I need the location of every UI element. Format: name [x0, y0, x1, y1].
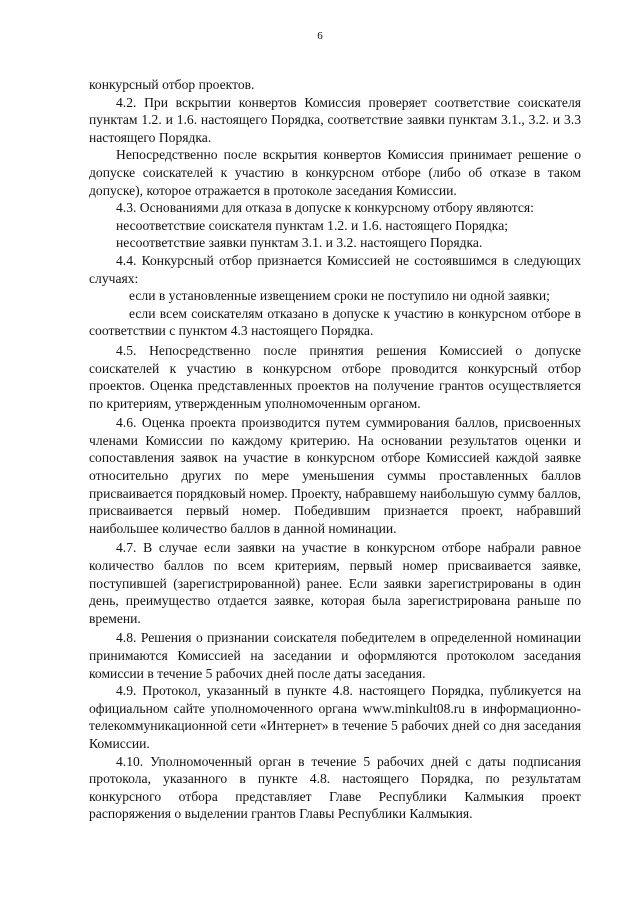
paragraph-4-3: 4.3. Основаниями для отказа в допуске к конкурсному отбору являются: — [116, 200, 534, 216]
paragraph-4-10: 4.10. Уполномоченный орган в течение 5 рабочих дней с даты подписания протокола, указанного в пункте 4.8. настоящего Порядка, по результатам конкурсного отбора представляет Главе Республики Калмыкия проект распоряжения о выделении грантов Главы Республики Калмыкия. — [89, 753, 581, 822]
paragraph-admission-decision: Непосредственно после вскрытия конвертов Комиссия принимает решение о допуске соискателей к участию в конкурсном отборе (либо об отказе в таком допуске), которое отражается в протоколе заседания Комиссии. — [89, 147, 581, 198]
paragraph-4-6: 4.6. Оценка проекта производится путем суммирования баллов, присвоенных членами Комиссии по каждому критерию. На основании результатов оценки и сопоставления заявок на участие в конкурсном отборе Комиссией каждой заявке относительно других по мере уменьшения суммы проставленных баллов присваивается порядковый номер. Проекту, набравшему наибольшую сумму баллов, присваивается первый номер. Победившим признается проект, набравший наибольшее количество баллов в данной номинации. — [89, 415, 581, 536]
paragraph-4-3-item-2: несоответствие заявки пунктам 3.1. и 3.2. настоящего Порядка. — [116, 235, 483, 251]
paragraph-4-2: 4.2. При вскрытии конвертов Комиссия проверяет соответствие соискателя пунктам 1.2. и 1.6. настоящего Порядка, соответствие заявки пунктам 3.1., 3.2. и 3.3 настоящего Порядка. — [89, 94, 581, 145]
paragraph-4-5: 4.5. Непосредственно после принятия решения Комиссией о допуске соискателей к участию в конкурсном отборе проводится конкурсный отбор проектов. Оценка представленных проектов на получение грантов осуществляется по критериям, утвержденным уполномоченным органом. — [89, 342, 581, 411]
paragraph-4-9: 4.9. Протокол, указанный в пункте 4.8. настоящего Порядка, публикуется на официальном сайте уполномоченного органа www.minkult08.ru в информационно-телекоммуникационной сети «Интернет» в течение 5 рабочих дней со дня заседания Комиссии. — [89, 683, 581, 751]
document-body — [89, 76, 581, 823]
paragraph-4-4-item-1: если в установленные извещением сроки не поступило ни одной заявки; — [129, 288, 550, 304]
paragraph-4-4-item-2: если всем соискателям отказано в допуске к участию в конкурсном отборе в соответствии с пунктом 4.3 настоящего Порядка. — [89, 305, 581, 339]
paragraph-4-3-item-1: несоответствие соискателя пунктам 1.2. и 1.6. настоящего Порядка; — [116, 217, 509, 233]
page-number: 6 — [317, 30, 323, 42]
paragraph-4-7: 4.7. В случае если заявки на участие в конкурсном отборе набрали равное количество баллов по всем критериям, первый номер присваивается заявке, поступившей (зарегистрированной) ранее. Если заявки зарегистрированы в один день, преимущество отдается заявке, которая была зарегистрирована раньше по времени. — [89, 540, 581, 626]
paragraph-continuation: конкурсный отбор проектов. — [89, 77, 255, 92]
paragraph-4-8: 4.8. Решения о признании соискателя победителем в определенной номинации принимаются Комиссией на заседании и оформляются протоколом заседания комиссии в течение 5 рабочих дней после даты заседания. — [89, 630, 581, 681]
paragraph-4-4: 4.4. Конкурсный отбор признается Комиссией не состоявшимся в следующих случаях: — [89, 252, 581, 286]
